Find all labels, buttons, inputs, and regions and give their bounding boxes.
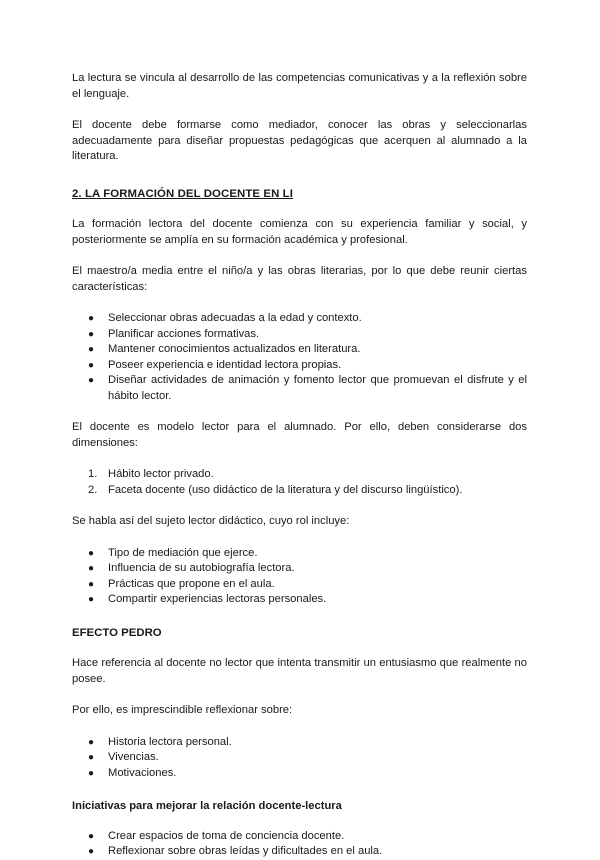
list-item: ● Diseñar actividades de animación y fomento lector que promuevan el disfrute y el hábito lector.	[88, 374, 527, 402]
bullet-icon: ●	[88, 752, 95, 763]
list-item: ● Planificar acciones formativas.	[72, 327, 527, 343]
intro-paragraph-2: El docente debe formarse como mediador, conocer las obras y seleccionarlas adecuadamente para diseñar propuestas pedagógicas que acerquen al alumnado a la literatura.	[72, 119, 527, 162]
list-item: ● Reflexionar sobre obras leídas y dificultades en el aula.	[72, 844, 527, 860]
efecto-pedro-paragraph-1: Hace referencia al docente no lector que intenta transmitir un entusiasmo que realmente no posee.	[72, 657, 527, 685]
section-2-paragraph-3: El docente es modelo lector para el alumnado. Por ello, deben considerarse dos dimensiones:	[72, 421, 527, 449]
bullet-icon: ●	[88, 830, 95, 842]
section-2-paragraph-2: El maestro/a media entre el niño/a y las obras literarias, por lo que debe reunir ciertas características:	[72, 265, 527, 293]
initiatives-list	[72, 829, 527, 860]
bullet-icon: ●	[88, 359, 95, 371]
bullet-icon: ●	[88, 563, 95, 574]
bullet-icon: ●	[88, 313, 95, 324]
bullet-icon: ●	[88, 328, 95, 340]
list-item: ● Crear espacios de toma de conciencia docente.	[72, 829, 527, 845]
section-2-paragraph-4: Se habla así del sujeto lector didáctico, cuyo rol incluye:	[72, 515, 350, 527]
efecto-pedro-paragraph-2: Por ello, es imprescindible reflexionar sobre:	[72, 704, 293, 716]
characteristics-list	[72, 311, 527, 404]
bullet-icon: ●	[88, 344, 95, 355]
list-item: ● Influencia de su autobiografía lectora.	[72, 561, 527, 577]
bullet-icon: ●	[88, 594, 95, 605]
list-item: ● Prácticas que propone en el aula.	[72, 577, 527, 593]
list-item: ● Seleccionar obras adecuadas a la edad y contexto.	[72, 311, 527, 327]
bullet-icon: ●	[88, 578, 95, 590]
bullet-icon: ●	[88, 547, 95, 559]
list-item: ● Mantener conocimientos actualizados en literatura.	[72, 342, 527, 358]
list-item: ● Vivencias.	[72, 750, 527, 766]
list-item: ● Motivaciones.	[72, 766, 527, 782]
section-2-paragraph-1: La formación lectora del docente comienza con su experiencia familiar y social, y posteriormente se amplía en su formación académica y profesional.	[72, 218, 527, 246]
bullet-icon: ●	[88, 736, 95, 748]
dimensions-list	[72, 467, 527, 498]
bullet-icon: ●	[88, 846, 95, 857]
document-page	[72, 71, 527, 860]
intro-paragraph-1: La lectura se vincula al desarrollo de las competencias comunicativas y a la reflexión sobre el lenguaje.	[72, 72, 527, 100]
list-item: ● Tipo de mediación que ejerce.	[72, 546, 527, 562]
list-item: ● Compartir experiencias lectoras personales.	[72, 592, 527, 608]
list-item: 2. Faceta docente (uso didáctico de la literatura y del discurso lingüístico).	[88, 483, 463, 496]
bullet-icon: ●	[88, 375, 95, 386]
initiatives-heading: Iniciativas para mejorar la relación docente-lectura	[72, 800, 342, 812]
efecto-pedro-heading: EFECTO PEDRO	[72, 626, 162, 639]
role-list	[72, 546, 527, 608]
section-2-heading: 2. LA FORMACIÓN DEL DOCENTE EN LI	[72, 187, 293, 200]
reflect-list	[72, 735, 527, 782]
list-item: ● Poseer experiencia e identidad lectora propias.	[72, 358, 527, 374]
list-item: 1. Hábito lector privado.	[88, 468, 214, 480]
bullet-icon: ●	[88, 767, 95, 779]
list-item: ● Historia lectora personal.	[72, 735, 527, 751]
